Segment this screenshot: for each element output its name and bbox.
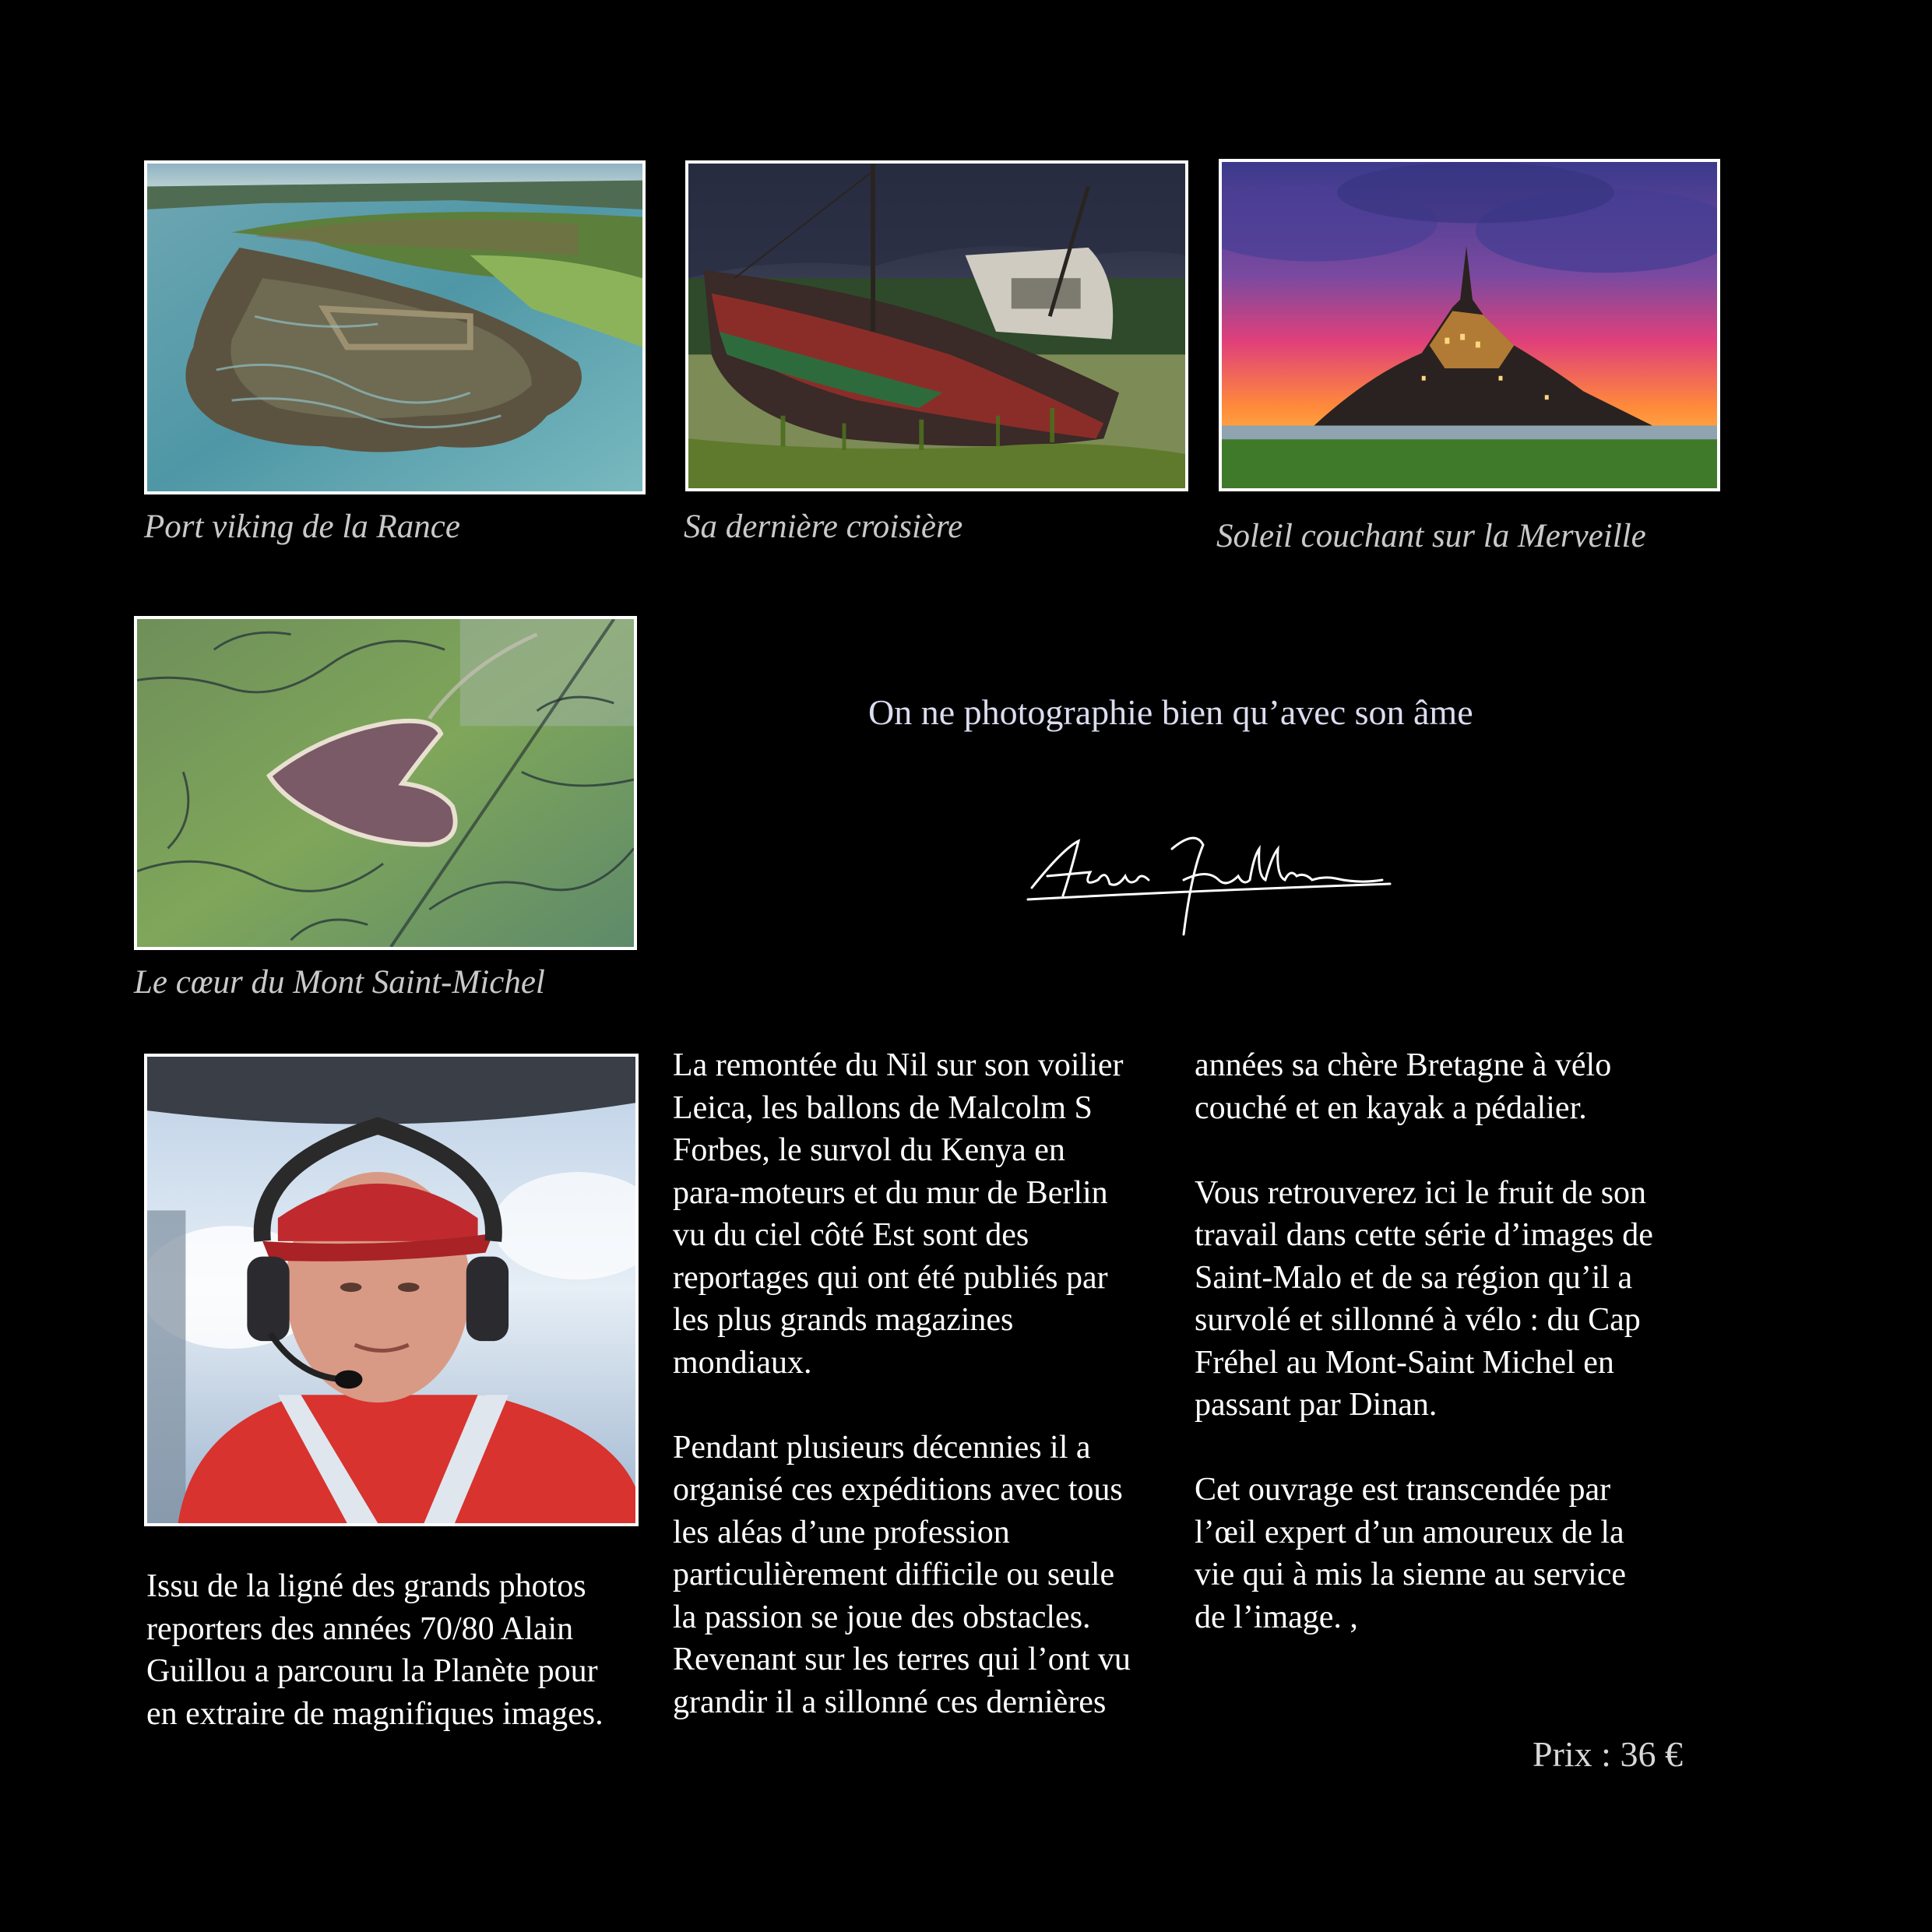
photo-shipwreck xyxy=(685,160,1188,491)
signature xyxy=(1016,802,1406,942)
rance-image xyxy=(147,164,642,491)
caption-mont-saint-michel-sunset: Soleil couchant sur la Merveille xyxy=(1216,518,1646,554)
motto: On ne photographie bien qu’avec son âme xyxy=(868,692,1473,732)
mont-saint-michel-image xyxy=(1222,162,1717,488)
bio-column-1: Issu de la ligné des grands photos reporters des années 70/80 Alain Guillou a parcouru la Planète pour en extraire de magnifiques images. xyxy=(146,1568,604,1732)
bio-column-3: années sa chère Bretagne à vélo couché et en kayak a pédalier. Vous retrouverez ici le fruit de son travail dans cette série d’images de Saint-Malo et de sa région qu’il a survolé et sillonné à vélo : du Cap Fréhel au Mont-Saint Michel en passant par Dinan. Cet ouvrage est transcendée par l’œil expert d’un amoureux de la vie qui à mis la sienne au service de l’image. , xyxy=(1195,1047,1653,1635)
photo-rance xyxy=(144,160,646,494)
heart-marsh-image xyxy=(137,619,634,947)
caption-rance: Port viking de la Rance xyxy=(144,509,460,545)
photo-heart-marsh xyxy=(134,616,637,950)
caption-shipwreck: Sa dernière croisière xyxy=(684,509,963,545)
bio-column-2: La remontée du Nil sur son voilier Leica, les ballons de Malcolm S Forbes, le survol du Kenya en para-moteurs et du mur de Berlin vu du ciel côté Est sont des reportages qui ont été publiés par les plus grands magazines mondiaux. Pendant plusieurs décennies il a organisé ces expéditions avec tous les aléas d’une profession particulièrement difficile ou seule la passion se joue des obstacles. Revenant sur les terres qui l’ont vu grandir il a sillonné ces dernières xyxy=(673,1047,1131,1720)
portrait-image xyxy=(147,1057,635,1523)
photo-mont-saint-michel-sunset xyxy=(1219,159,1720,491)
price: Prix : 36 € xyxy=(1533,1734,1683,1774)
shipwreck-image xyxy=(688,164,1185,488)
caption-heart-marsh: Le cœur du Mont Saint-Michel xyxy=(134,964,545,1001)
photo-portrait xyxy=(144,1054,639,1526)
